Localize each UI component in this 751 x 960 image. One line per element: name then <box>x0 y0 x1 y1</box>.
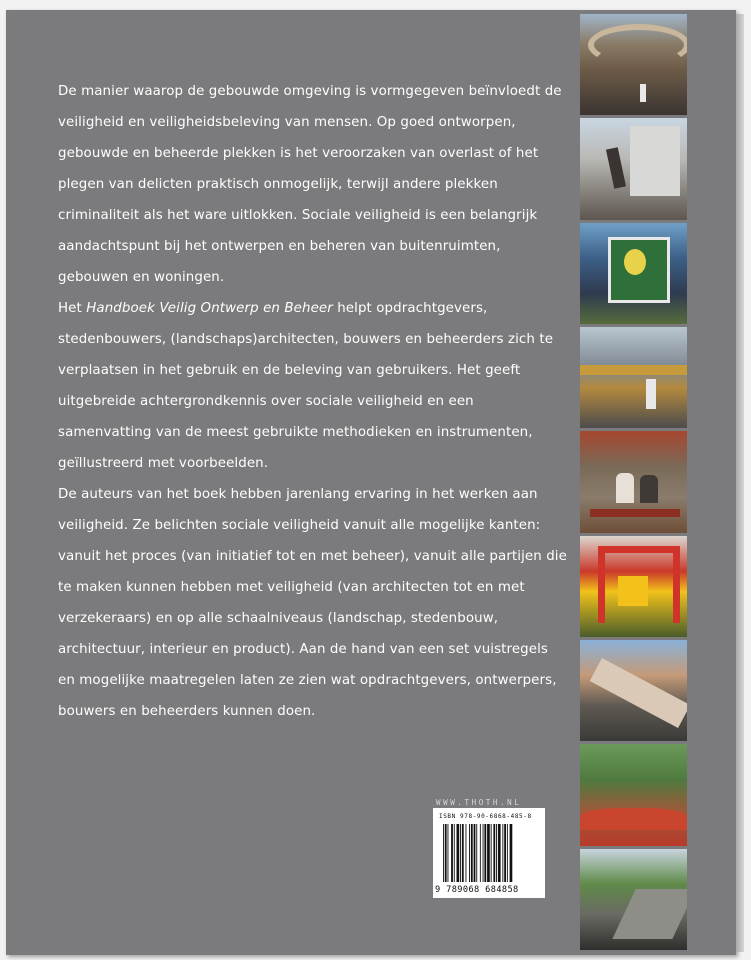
blurb-paragraph-2-rest: helpt opdrachtgevers, stedenbouwers, (landschaps)architecten, bouwers en beheerders zich te verplaatsen in het gebruik en de beleving van gebruikers. Het geeft uitgebreide achtergrondkennis over sociale veiligheid en een samenvatting van de meest gebruikte methodieken en instrumenten, geïllustreerd met voorbeelden. <box>58 301 554 471</box>
barcode-bar <box>498 824 501 882</box>
barcode-bar <box>457 824 460 882</box>
book-page-edge <box>736 14 744 952</box>
barcode-bar <box>484 824 486 882</box>
barcode-bar <box>507 824 508 882</box>
blurb-paragraph-2-lead: Het <box>58 301 87 316</box>
back-cover-blurb <box>58 76 568 727</box>
barcode-number: 9 789068 684858 <box>435 885 519 895</box>
book-title-italic: Handboek Veilig Ontwerp en Beheer <box>86 301 333 316</box>
barcode-bar <box>476 824 477 882</box>
barcode-bar <box>493 824 495 882</box>
barcode-bar <box>491 824 492 882</box>
barcode-bar <box>471 824 473 882</box>
barcode-bar <box>448 824 449 882</box>
barcode-bar <box>502 824 503 882</box>
barcode-bar <box>510 824 513 882</box>
barcode-bar <box>443 824 444 882</box>
barcode-bar <box>466 824 467 882</box>
barcode-bar <box>462 824 464 882</box>
photo-stadium-banner <box>580 223 687 324</box>
barcode-bar <box>480 824 481 882</box>
isbn-barcode <box>433 808 545 898</box>
barcode-bar <box>454 824 455 882</box>
photo-tree-lined-path <box>580 849 687 950</box>
barcode-bar <box>474 824 476 882</box>
barcode-bar <box>483 824 484 882</box>
photo-red-frame <box>580 536 687 637</box>
photo-bench-people <box>580 431 687 532</box>
photo-strip <box>580 14 687 950</box>
photo-station-cyclist <box>580 327 687 428</box>
photo-skater-building <box>580 118 687 219</box>
barcode-bar <box>469 824 470 882</box>
barcode-bar <box>451 824 453 882</box>
barcode-bar <box>445 824 447 882</box>
photo-curved-wall <box>580 640 687 741</box>
barcode-bars <box>443 824 537 882</box>
barcode-bar <box>504 824 506 882</box>
blurb-paragraph-2 <box>58 293 568 479</box>
publisher-url: WWW.THOTH.NL <box>436 798 522 807</box>
photo-round-plaza <box>580 14 687 115</box>
barcode-bar <box>460 824 461 882</box>
barcode-bar <box>496 824 497 882</box>
isbn-label: ISBN 978-90-6868-485-8 <box>439 813 532 820</box>
photo-park-path <box>580 744 687 845</box>
blurb-paragraph-1: De manier waarop de gebouwde omgeving is vormgegeven beïnvloedt de veiligheid en veiligheidsbeleving van mensen. Op goed ontworpen, gebouwde en beheerde plekken is het veroorzaken van overlast of het plegen van delicten praktisch onmogelijk, terwijl andere plekken criminaliteit als het ware uitlokken. Sociale veiligheid is een belangrijk aandachtspunt bij het ontwerpen en beheren van buitenruimten, gebouwen en woningen. <box>58 84 562 285</box>
blurb-paragraph-3: De auteurs van het boek hebben jarenlang ervaring in het werken aan veiligheid. Ze belichten sociale veiligheid vanuit alle mogelijke kanten: vanuit het proces (van initiatief tot en met beheer), vanuit alle partijen die te maken kunnen hebben met veiligheid (van architecten tot en met verzekeraars) en op alle schaalniveaus (landschap, stedenbouw, architectuur, interieur en product). Aan de hand van een set vuistregels en mogelijke maatregelen laten ze zien wat opdrachtgevers, ontwerpers, bouwers en beheerders kunnen doen. <box>58 487 567 719</box>
barcode-bar <box>487 824 490 882</box>
